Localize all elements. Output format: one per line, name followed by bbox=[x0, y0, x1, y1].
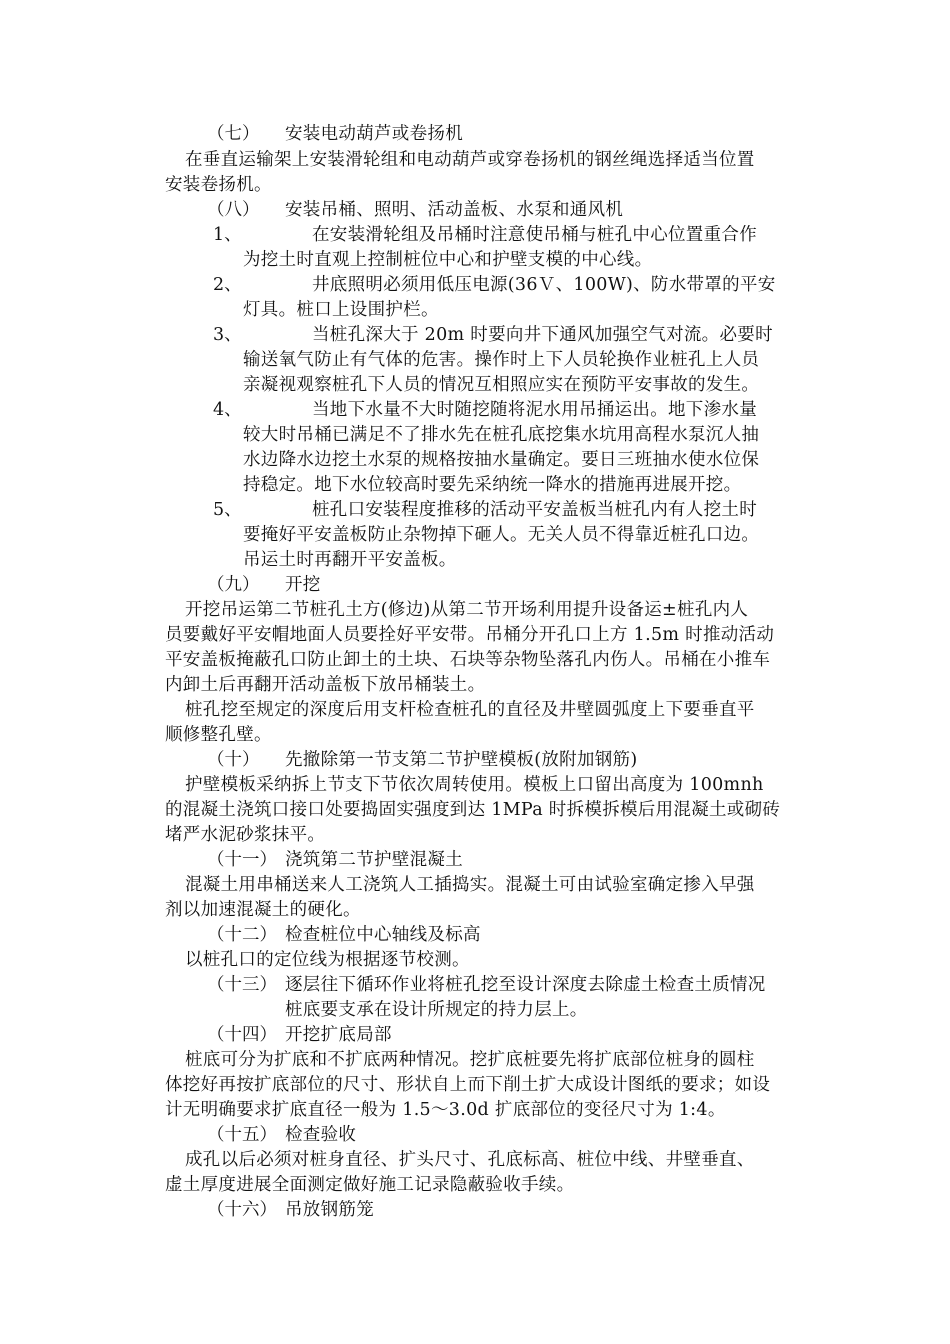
paragraph-line: 剂以加速混凝土的硬化。 bbox=[165, 900, 361, 920]
section-label: （十五） bbox=[207, 1125, 277, 1145]
item-line: 灯具。桩口上设围护栏。 bbox=[243, 300, 439, 320]
item-number: 5、 bbox=[213, 500, 242, 520]
item-line: 当桩孔深大于 20m 时要向井下通风加强空气对流。必要时 bbox=[312, 325, 773, 345]
paragraph-line: 桩孔挖至规定的深度后用支杆检查桩孔的直径及井壁圆弧度上下要垂直平 bbox=[185, 700, 755, 720]
item-line: 在安装滑轮组及吊桶时注意使吊桶与桩孔中心位置重合作 bbox=[312, 225, 757, 245]
section-label: （十） bbox=[207, 750, 260, 770]
item-line: 持稳定。地下水位较高时要先采纳统一降水的措施再进展开挖。 bbox=[243, 475, 742, 495]
section-label: （十四） bbox=[207, 1025, 277, 1045]
paragraph-line: 顺修整孔壁。 bbox=[165, 725, 272, 745]
section-label: （十六） bbox=[207, 1200, 277, 1220]
paragraph-line: 桩底要支承在设计所规定的持力层上。 bbox=[285, 1000, 588, 1020]
paragraph-line: 计无明确要求扩底直径一般为 1.5～3.0d 扩底部位的变径尺寸为 1:4。 bbox=[165, 1100, 726, 1120]
paragraph-line: 的混凝土浇筑口接口处要捣固实强度到达 1MPa 时拆模拆模后用混凝土或砌砖 bbox=[165, 800, 781, 820]
section-label: （十二） bbox=[207, 925, 277, 945]
section-title: 浇筑第二节护壁混凝土 bbox=[285, 850, 463, 870]
paragraph-line: 在垂直运输架上安装滑轮组和电动葫芦或穿卷扬机的钢丝绳选择适当位置 bbox=[185, 150, 755, 170]
section-title: 先撤除第一节支第二节护壁模板(放附加钢筋) bbox=[285, 750, 638, 770]
section-label: （七） bbox=[207, 124, 260, 144]
section-label: （八） bbox=[207, 200, 260, 220]
paragraph-line: 成孔以后必须对桩身直径、扩头尺寸、孔底标高、桩位中线、井壁垂直、 bbox=[185, 1150, 755, 1170]
item-number: 4、 bbox=[213, 400, 242, 420]
section-title: 开挖 bbox=[285, 575, 321, 595]
paragraph-line: 安装卷扬机。 bbox=[165, 175, 272, 195]
paragraph-line: 员要戴好平安帽地面人员要拴好平安带。吊桶分开孔口上方 1.5m 时推动活动 bbox=[165, 625, 775, 645]
item-number: 1、 bbox=[213, 225, 242, 245]
paragraph-line: 护壁模板采纳拆上节支下节依次周转使用。模板上口留出高度为 100mnh bbox=[185, 775, 764, 795]
paragraph-line: 开挖吊运第二节桩孔土方(修边)从第二节开场利用提升设备运±桩孔内人 bbox=[185, 600, 749, 620]
paragraph-line: 堵严水泥砂浆抹平。 bbox=[165, 825, 326, 845]
paragraph-line: 内卸土后再翻开活动盖板下放吊桶装土。 bbox=[165, 675, 486, 695]
section-title: 吊放钢筋笼 bbox=[285, 1200, 374, 1220]
section-label: （十三） bbox=[207, 975, 277, 995]
section-title: 开挖扩底局部 bbox=[285, 1025, 392, 1045]
item-number: 3、 bbox=[213, 325, 242, 345]
paragraph-line: 虚土厚度进展全面测定做好施工记录隐蔽验收手续。 bbox=[165, 1175, 575, 1195]
section-title: 安装电动葫芦或卷扬机 bbox=[285, 124, 463, 144]
paragraph-line: 逐层往下循环作业将桩孔挖至设计深度去除虚土检查土质情况 bbox=[285, 975, 766, 995]
item-line: 较大时吊桶已满足不了排水先在桩孔底挖集水坑用高程水泵沉人抽 bbox=[243, 425, 760, 445]
section-label: （十一） bbox=[207, 850, 277, 870]
section-title: 安装吊桶、照明、活动盖板、水泵和通风机 bbox=[285, 200, 624, 220]
item-number: 2、 bbox=[213, 275, 242, 295]
section-label: （九） bbox=[207, 575, 260, 595]
paragraph-line: 平安盖板掩蔽孔口防止卸土的土块、石块等杂物坠落孔内伤人。吊桶在小推车 bbox=[165, 650, 771, 670]
paragraph-line: 以桩孔口的定位线为根据逐节校测。 bbox=[185, 950, 470, 970]
section-title: 检查验收 bbox=[285, 1125, 357, 1145]
item-line: 为挖土时直观上控制桩位中心和护壁支模的中心线。 bbox=[243, 250, 653, 270]
item-line: 要掩好平安盖板防止杂物掉下砸人。无关人员不得靠近桩孔口边。 bbox=[243, 525, 760, 545]
item-line: 输送氧气防止有气体的危害。操作时上下人员轮换作业桩孔上人员 bbox=[243, 350, 760, 370]
item-line: 吊运土时再翻开平安盖板。 bbox=[243, 550, 457, 570]
paragraph-line: 体挖好再按扩底部位的尺寸、形状自上而下削土扩大成设计图纸的要求；如设 bbox=[165, 1075, 771, 1095]
section-title: 检查桩位中心轴线及标高 bbox=[285, 925, 481, 945]
item-line: 当地下水量不大时随挖随将泥水用吊捅运出。地下渗水量 bbox=[312, 400, 757, 420]
item-line: 亲凝视观察桩孔下人员的情况互相照应实在预防平安事故的发生。 bbox=[243, 375, 760, 395]
item-line: 桩孔口安装程度推移的活动平安盖板当桩孔内有人挖土时 bbox=[312, 500, 757, 520]
paragraph-line: 桩底可分为扩底和不扩底两种情况。挖扩底桩要先将扩底部位桩身的圆柱 bbox=[185, 1050, 755, 1070]
paragraph-line: 混凝土用串桶送来人工浇筑人工插捣实。混凝土可由试验室确定掺入早强 bbox=[185, 875, 755, 895]
item-line: 井底照明必须用低压电源(36Ｖ、100W)、防水带罩的平安 bbox=[312, 275, 776, 295]
item-line: 水边降水边挖土水泵的规格按抽水量确定。要日三班抽水使水位保 bbox=[243, 450, 760, 470]
